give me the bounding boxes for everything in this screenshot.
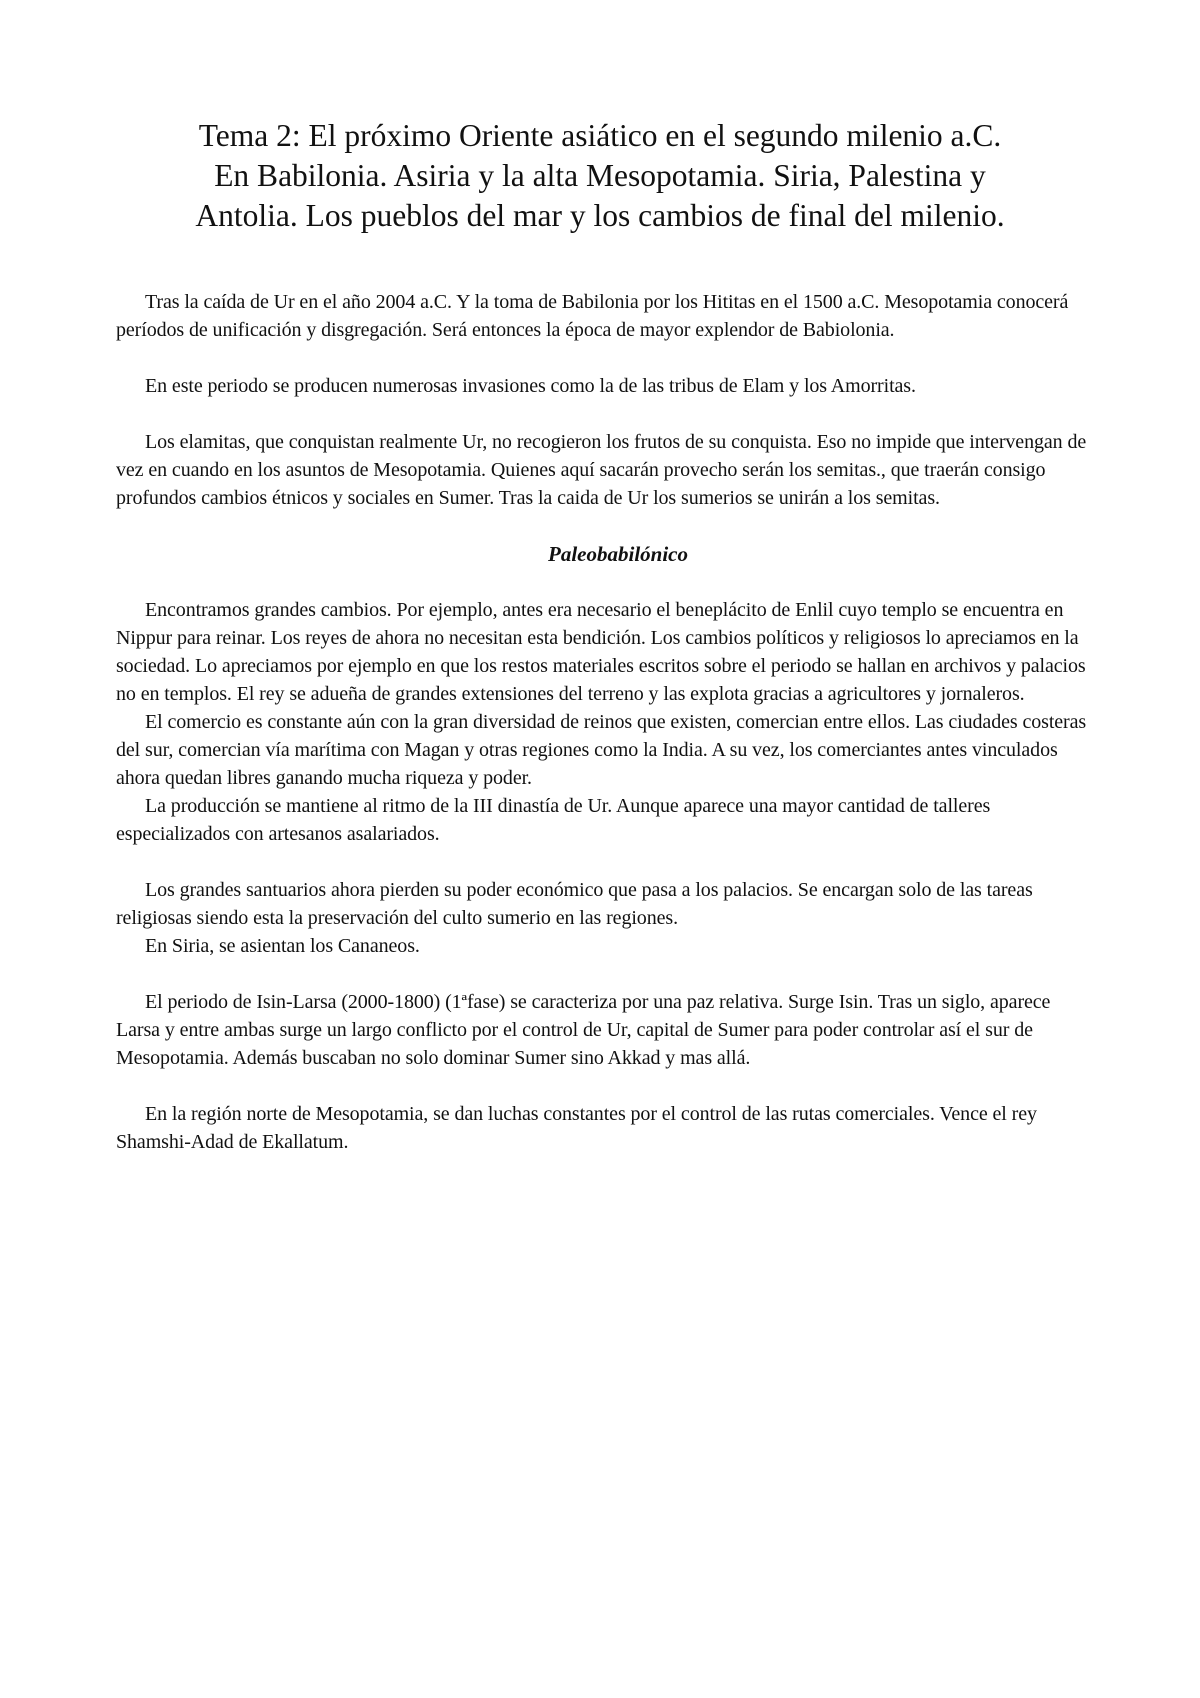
paragraph: En Siria, se asientan los Cananeos. [145, 935, 420, 957]
paragraph: El comercio es constante aún con la gran diversidad de reinos que existen, comercian entre ellos. Las ciudades costeras del sur, comercian vía marítima con Magan y otras regiones como la India. A su vez, los comerciantes antes vinculados ahora quedan libres ganando mucha riqueza y poder. [116, 711, 1087, 789]
paragraph: Los grandes santuarios ahora pierden su poder económico que pasa a los palacios. Se encargan solo de las tareas religiosas siendo esta la preservación del culto sumerio en las regiones. [116, 879, 1033, 929]
paragraph-spacer [116, 568, 1096, 596]
paragraph: Los elamitas, que conquistan realmente Ur, no recogieron los frutos de su conquista. Eso no impide que intervengan de vez en cuando en los asuntos de Mesopotamia. Quienes aquí sacarán provecho serán los semitas., que traerán consigo profundos cambios étnicos y sociales en Sumer. Tras la caida de Ur los sumerios se unirán a los semitas. [116, 431, 1087, 509]
section-heading: Paleobabilónico [548, 542, 688, 566]
title-line-3: Antolia. Los pueblos del mar y los cambios de final del milenio. [195, 198, 1005, 233]
paragraph-spacer [116, 1072, 1096, 1100]
paragraph: El periodo de Isin-Larsa (2000-1800) (1ªfase) se caracteriza por una paz relativa. Surge Isin. Tras un siglo, aparece Larsa y entre ambas surge un largo conflicto por el control de Ur, capital de Sumer para poder controlar así el sur de Mesopotamia. Además buscaban no solo dominar Sumer sino Akkad y mas allá. [116, 991, 1051, 1069]
document-body [116, 288, 1096, 1156]
paragraph: Tras la caída de Ur en el año 2004 a.C. Y la toma de Babilonia por los Hititas en el 1500 a.C. Mesopotamia conocerá períodos de unificación y disgregación. Será entonces la época de mayor explendor de Babiolonia. [116, 291, 1069, 341]
paragraph-spacer [116, 512, 1096, 540]
paragraph: En la región norte de Mesopotamia, se dan luchas constantes por el control de las rutas comerciales. Vence el rey Shamshi-Adad de Ekallatum. [116, 1103, 1037, 1153]
title-line-2: En Babilonia. Asiria y la alta Mesopotamia. Siria, Palestina y [214, 158, 986, 193]
paragraph: La producción se mantiene al ritmo de la III dinastía de Ur. Aunque aparece una mayor cantidad de talleres especializados con artesanos asalariados. [116, 795, 991, 845]
paragraph: En este periodo se producen numerosas invasiones como la de las tribus de Elam y los Amorritas. [145, 375, 916, 397]
title-line-1: Tema 2: El próximo Oriente asiático en el segundo milenio a.C. [198, 118, 1002, 153]
paragraph-spacer [116, 400, 1096, 428]
document-title [100, 116, 1100, 236]
paragraph-spacer [116, 344, 1096, 372]
paragraph: Encontramos grandes cambios. Por ejemplo, antes era necesario el beneplácito de Enlil cuyo templo se encuentra en Nippur para reinar. Los reyes de ahora no necesitan esta bendición. Los cambios políticos y religiosos lo apreciamos en la sociedad. Lo apreciamos por ejemplo en que los restos materiales escritos sobre el periodo se hallan en archivos y palacios no en templos. El rey se adueña de grandes extensiones del terreno y las explota gracias a agricultores y jornaleros. [116, 599, 1086, 705]
paragraph-spacer [116, 960, 1096, 988]
paragraph-spacer [116, 848, 1096, 876]
